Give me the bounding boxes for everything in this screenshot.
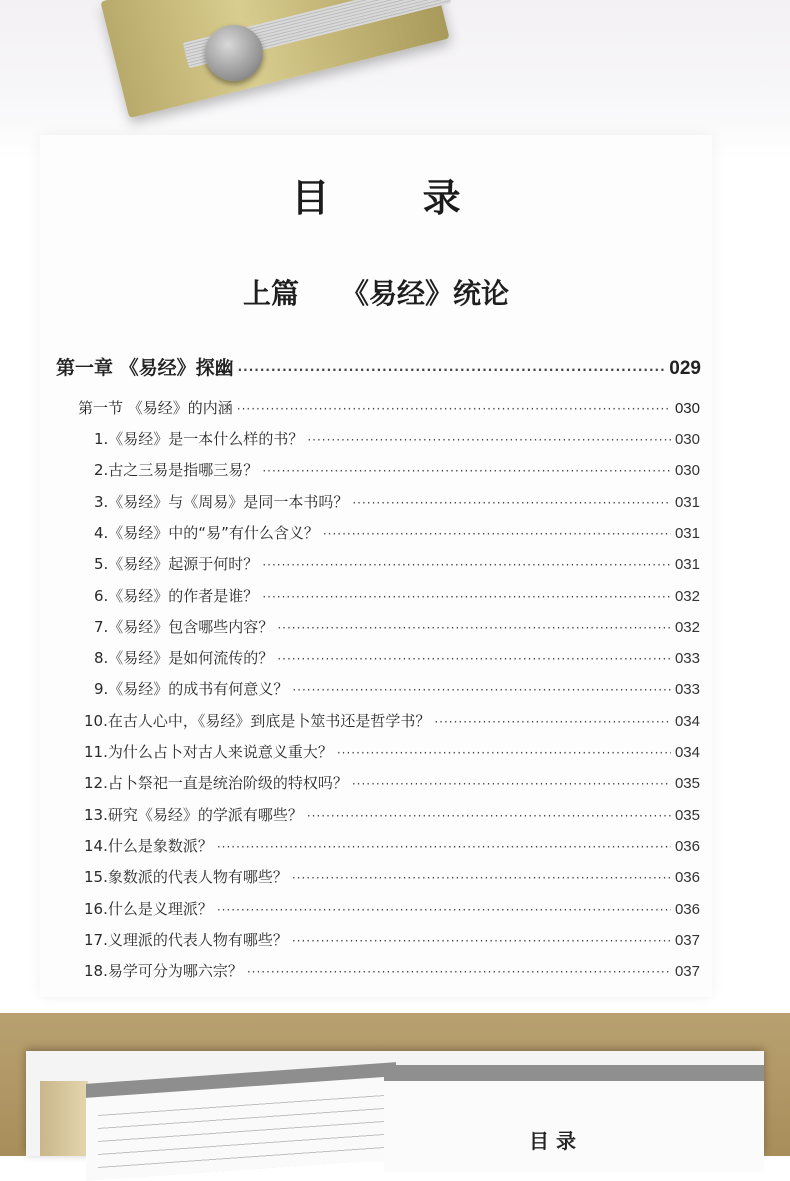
question-label: 10.在古人心中，《易经》到底是卜筮书还是哲学书？ bbox=[84, 711, 431, 730]
toc-question-entry[interactable] bbox=[94, 428, 700, 449]
section-entry[interactable] bbox=[78, 397, 700, 418]
leader-dots bbox=[262, 590, 671, 604]
question-page-number: 031 bbox=[674, 493, 700, 511]
leader-dots bbox=[238, 363, 666, 377]
toc-question-entry[interactable] bbox=[94, 616, 700, 637]
toc-question-entry[interactable] bbox=[84, 772, 700, 793]
toc-question-entry[interactable] bbox=[84, 804, 700, 825]
leader-dots bbox=[277, 652, 671, 666]
question-label: 4.《易经》中的“易”有什么含义？ bbox=[94, 523, 319, 542]
toc-question-entry[interactable] bbox=[84, 710, 700, 731]
toc-question-entry[interactable] bbox=[84, 866, 700, 887]
chapter-label: 第一章 《易经》探幽 bbox=[56, 357, 234, 379]
leader-dots bbox=[434, 715, 671, 729]
book-image bbox=[100, 0, 449, 118]
question-label: 18.易学可分为哪六宗？ bbox=[84, 962, 243, 981]
part-title-label: 上篇 bbox=[242, 277, 299, 310]
question-label: 11.为什么占卜对古人来说意义重大？ bbox=[84, 743, 333, 761]
leader-dots bbox=[352, 496, 671, 510]
question-page-number: 032 bbox=[674, 587, 700, 605]
question-page-number: 031 bbox=[674, 556, 700, 574]
question-page-number: 033 bbox=[674, 650, 700, 668]
question-label: 14.什么是象数派？ bbox=[84, 836, 213, 855]
toc-question-entry[interactable] bbox=[94, 678, 700, 699]
leader-dots bbox=[217, 903, 671, 917]
question-label: 3.《易经》与《周易》是同一本书吗？ bbox=[94, 492, 349, 511]
open-book-image bbox=[26, 1051, 764, 1156]
right-page-label: 目 录 bbox=[529, 1129, 576, 1153]
toc-question-entry[interactable] bbox=[94, 553, 700, 574]
chapter-page-number: 029 bbox=[669, 358, 701, 379]
part-title bbox=[40, 272, 712, 312]
question-page-number: 034 bbox=[674, 744, 700, 761]
leader-dots bbox=[337, 746, 671, 760]
question-label: 17.义理派的代表人物有哪些？ bbox=[84, 930, 288, 949]
book-spine bbox=[40, 1081, 88, 1156]
bottom-book-photo bbox=[0, 1013, 790, 1156]
page-title: 目 录 bbox=[291, 175, 501, 220]
question-label: 9.《易经》的成书有何意义？ bbox=[94, 680, 289, 699]
leader-dots bbox=[247, 965, 671, 979]
question-label: 8.《易经》是如何流传的？ bbox=[94, 649, 274, 668]
toc-question-entry[interactable] bbox=[84, 960, 700, 981]
question-page-number: 033 bbox=[674, 681, 700, 699]
question-page-number: 036 bbox=[674, 837, 700, 855]
toc-question-entry[interactable] bbox=[94, 647, 700, 668]
question-page-number: 032 bbox=[674, 618, 700, 636]
question-page-number: 035 bbox=[674, 806, 700, 824]
question-page-number: 037 bbox=[674, 931, 700, 949]
leader-dots bbox=[217, 840, 671, 854]
leader-dots bbox=[307, 809, 671, 823]
leader-dots bbox=[292, 934, 671, 948]
leader-dots bbox=[323, 527, 671, 541]
leader-dots bbox=[292, 683, 671, 697]
coin-image bbox=[205, 25, 263, 81]
section-label: 第一节 《易经》的内涵 bbox=[78, 399, 233, 417]
question-page-number: 034 bbox=[674, 712, 700, 730]
leader-dots bbox=[237, 402, 671, 416]
toc-question-entry[interactable] bbox=[84, 929, 700, 950]
leader-dots bbox=[262, 464, 671, 478]
leader-dots bbox=[277, 621, 671, 635]
toc-question-entry[interactable] bbox=[84, 741, 700, 762]
question-label: 16.什么是义理派？ bbox=[84, 899, 213, 918]
question-page-number: 035 bbox=[674, 775, 700, 793]
toc-question-entry[interactable] bbox=[94, 459, 700, 480]
toc-question-entry[interactable] bbox=[84, 835, 700, 856]
question-page-number: 030 bbox=[674, 431, 700, 448]
leader-dots bbox=[307, 433, 671, 447]
question-page-number: 036 bbox=[674, 869, 700, 887]
left-page bbox=[86, 1062, 396, 1181]
question-label: 1.《易经》是一本什么样的书？ bbox=[94, 430, 304, 448]
part-title-name: 《易经》统论 bbox=[341, 277, 510, 310]
section-page-number: 030 bbox=[674, 400, 700, 417]
question-page-number: 036 bbox=[674, 900, 700, 918]
question-label: 5.《易经》起源于何时？ bbox=[94, 555, 259, 574]
toc-question-entry[interactable] bbox=[94, 585, 700, 606]
question-label: 12.占卜祭祀一直是统治阶级的特权吗？ bbox=[84, 774, 348, 793]
leader-dots bbox=[262, 558, 671, 572]
question-page-number: 037 bbox=[674, 963, 700, 981]
toc-question-entry[interactable] bbox=[94, 491, 700, 512]
question-label: 6.《易经》的作者是谁？ bbox=[94, 586, 259, 605]
leader-dots bbox=[292, 871, 671, 885]
toc-question-entry[interactable] bbox=[84, 898, 700, 919]
question-page-number: 030 bbox=[674, 462, 700, 480]
chapter-entry[interactable] bbox=[56, 353, 701, 380]
question-label: 7.《易经》包含哪些内容？ bbox=[94, 617, 274, 636]
question-label: 15.象数派的代表人物有哪些？ bbox=[84, 868, 288, 887]
question-label: 2.古之三易是指哪三易？ bbox=[94, 461, 259, 480]
table-of-contents-page bbox=[40, 135, 712, 997]
leader-dots bbox=[352, 777, 671, 791]
question-page-number: 031 bbox=[674, 524, 700, 542]
toc-question-entry[interactable] bbox=[94, 522, 700, 543]
question-label: 13.研究《易经》的学派有哪些？ bbox=[84, 805, 303, 824]
